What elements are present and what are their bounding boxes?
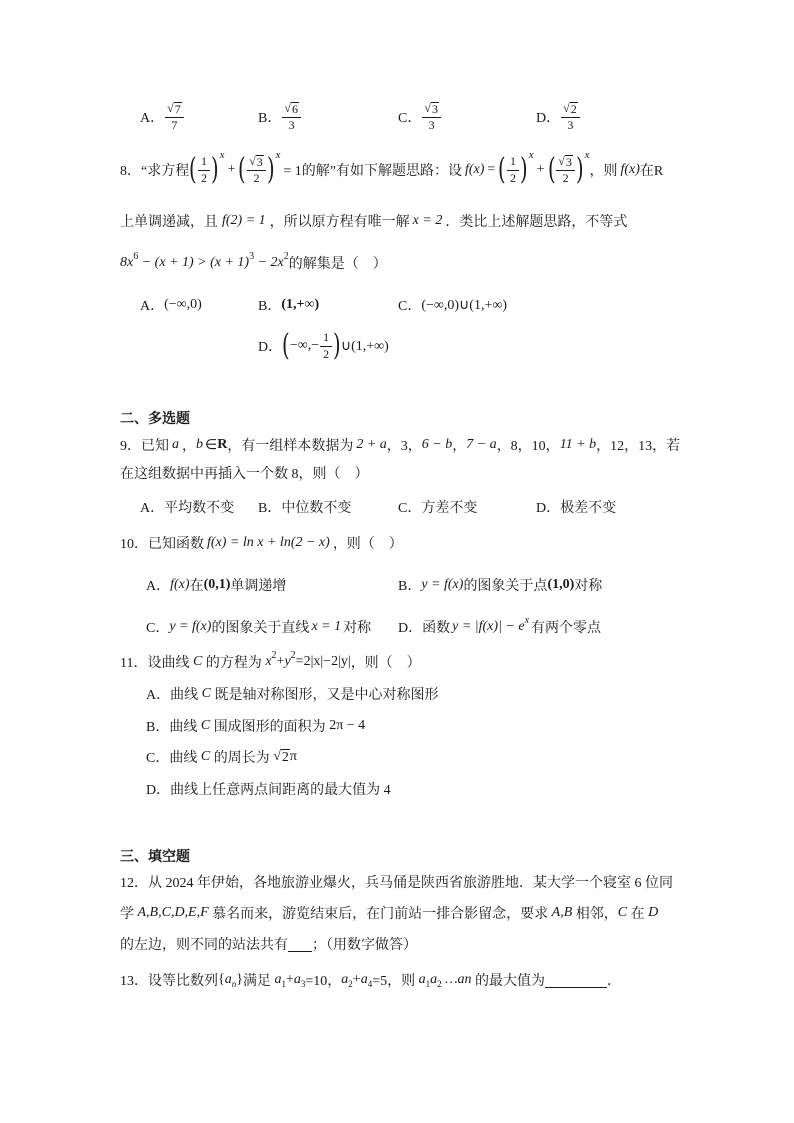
radicand: 3 (431, 101, 438, 116)
text: 在 (189, 579, 204, 594)
text: 13．设等比数列 (120, 974, 218, 989)
q11-option-b (146, 716, 365, 736)
math-expression: x = 1 (311, 619, 342, 634)
denominator: 7 (165, 117, 184, 133)
option-label: A． (140, 299, 165, 314)
denominator: 2 (556, 170, 575, 186)
fraction (422, 102, 441, 133)
right-paren: ) (520, 152, 528, 187)
text: ，有一组样本数据为 (227, 439, 354, 454)
right-paren: ) (333, 328, 341, 363)
q13-line (120, 970, 621, 990)
math-variable: x (265, 654, 272, 669)
math-expression: 8x (120, 255, 134, 270)
text: ，3， (386, 439, 422, 454)
math-expression: − (x + 1) > (x + 1) (138, 255, 250, 270)
plus-sign: + (285, 972, 294, 987)
exponent: 6 (133, 250, 139, 262)
math-expression: 6 − b (421, 437, 453, 452)
math-variable: a (224, 972, 232, 987)
math-expression: y = f(x) (421, 577, 464, 592)
radicand: 6 (291, 101, 298, 116)
q11-option-d: D．曲线上任意两点间距离的最大值为 4 (146, 783, 391, 798)
q7-option-d (536, 95, 581, 139)
exponent: 2 (283, 250, 289, 262)
radical-sign: √ (273, 749, 281, 765)
fraction (320, 331, 332, 362)
radicand: 3 (565, 154, 572, 169)
subscript: 1 (281, 979, 286, 989)
option-label: B． (258, 111, 282, 126)
math-text: =10， (305, 974, 342, 989)
radical-sign: √ (284, 100, 291, 115)
square-root (273, 749, 290, 765)
math-symbol: ∈ (205, 437, 218, 453)
radicand: 7 (174, 101, 181, 116)
radical-sign: √ (167, 100, 174, 115)
fraction (165, 102, 184, 133)
radical-sign: √ (558, 153, 565, 168)
exponent: 3 (249, 250, 255, 262)
left-paren: ( (498, 152, 506, 187)
text: 的解集是（ ） (288, 257, 387, 272)
q11-option-a (146, 684, 438, 704)
answer-blank (545, 973, 607, 988)
text: 上单调递减，且 (120, 215, 218, 230)
q9-option-c: C．方差不变 (398, 501, 478, 516)
q8-option-a (140, 295, 202, 315)
answer-blank (288, 937, 312, 952)
q8-line3 (120, 250, 387, 273)
text: B．曲线 (146, 720, 201, 735)
math-expression: 2π − 4 (329, 718, 366, 733)
radical-sign: √ (424, 100, 431, 115)
text: 的周长为 (210, 751, 274, 766)
q9-option-b: B．中位数不变 (258, 501, 352, 516)
section-heading-fill-in: 三、填空题 (120, 850, 190, 865)
left-paren: ( (547, 152, 556, 187)
q10-stem (120, 533, 403, 553)
text: ． (607, 974, 622, 989)
subscript: 1 (425, 979, 431, 989)
right-paren: ) (210, 152, 219, 187)
text: C．曲线 (146, 751, 201, 766)
numerator: 1 (323, 329, 330, 344)
math-variable: a (172, 437, 179, 452)
q12-line2 (120, 903, 658, 923)
text: 慕名而来，游览结束后，在门前站一排合影留念，要求 (208, 907, 552, 922)
text: 学 (120, 907, 138, 922)
exponent: x (584, 149, 590, 161)
interval: (1,+∞) (281, 297, 320, 312)
denominator: 3 (422, 117, 441, 133)
curve-name: C (200, 749, 211, 764)
math-expression: =2|x|−2|y| (295, 654, 351, 669)
math-variable: a (341, 972, 349, 987)
subscript: 3 (300, 979, 306, 989)
q10-option-a (146, 575, 286, 595)
q9-option-d: D．极差不变 (536, 501, 617, 516)
numerator (247, 155, 266, 170)
option-label: A． (140, 111, 165, 126)
function-fx: f(x) (464, 162, 485, 177)
exponent: x (275, 149, 281, 161)
subscript: n (231, 979, 237, 989)
math-variable: a (293, 972, 301, 987)
interval-part: −∞,− (289, 338, 320, 353)
q8-text-tail: 在R (639, 164, 664, 179)
q8-option-c (398, 295, 507, 315)
q7-option-b (258, 95, 302, 139)
text: 既是轴对称图形，又是中心对称图形 (210, 688, 439, 703)
numerator (556, 155, 575, 170)
exponent: x (219, 149, 225, 161)
subscript: 4 (367, 979, 373, 989)
exponent: 2 (290, 649, 296, 661)
subscript: 2 (437, 979, 442, 989)
math-point: (1,0) (547, 577, 575, 592)
denominator: 3 (561, 117, 580, 133)
subscript: 2 (348, 979, 353, 989)
plus-sign: + (227, 162, 236, 177)
text: 满足 (242, 974, 275, 989)
numerator (165, 102, 184, 117)
q8-line1 (120, 148, 663, 192)
math-variable: a (360, 972, 368, 987)
q8-line2 (120, 211, 627, 231)
text: A．曲线 (146, 688, 202, 703)
math-letters: A,B,C,D,E,F (137, 905, 209, 920)
text: 的左边，则不同的站法共有 (120, 938, 288, 953)
math-expression: f(x) = ln x + ln(2 − x) (207, 535, 330, 550)
left-brace: { (218, 972, 225, 987)
text: ， (182, 439, 196, 454)
q9-option-a: A．平均数不变 (140, 501, 235, 516)
right-paren: ) (266, 152, 275, 187)
interval: (−∞,0)∪(1,+∞) (421, 297, 507, 313)
numerator (282, 102, 301, 117)
math-expression: y = f(x) (169, 619, 212, 634)
text: ，则（ ） (350, 656, 421, 671)
q7-option-a (140, 95, 185, 139)
math-interval: (0,1) (203, 577, 231, 592)
radicand: 3 (256, 154, 263, 169)
radical-sign: √ (563, 100, 570, 115)
math-expression: x = 2 (412, 213, 443, 228)
option-label: A． (146, 579, 171, 594)
function-fx: f(x) (620, 162, 640, 177)
radicand: 2 (281, 749, 289, 765)
numerator (422, 102, 441, 117)
denominator: 2 (320, 346, 332, 362)
numerator (561, 102, 580, 117)
fraction (561, 102, 580, 133)
text: ，则（ ） (332, 537, 403, 552)
q8-option-d (258, 324, 389, 368)
plus-sign: + (276, 654, 285, 669)
text: 的图象关于点 (463, 579, 548, 594)
text: ．类比上述解题思路，不等式 (445, 215, 628, 230)
curve-name: C (201, 686, 211, 701)
radicand: 2 (570, 101, 577, 116)
q8-text-mid: = 1的解”有如下解题思路：设 (283, 164, 462, 179)
fraction (507, 155, 519, 186)
left-paren: ( (189, 152, 197, 187)
math-expression: f(2) = 1 (222, 213, 266, 228)
text: 相邻， (572, 907, 618, 922)
text: 在 (627, 907, 649, 922)
text: 10．已知函数 (120, 537, 204, 552)
math-text: =5，则 (372, 974, 419, 989)
text: 围成图形的面积为 (210, 720, 330, 735)
text: 对称 (343, 621, 372, 636)
q11-option-c (146, 747, 297, 767)
math-variable: a (430, 972, 438, 987)
pi-symbol: π (289, 749, 297, 764)
right-paren: ) (575, 152, 584, 187)
q12-line3 (120, 934, 417, 954)
text: ， (452, 439, 467, 454)
interval-part: ∪(1,+∞) (340, 338, 389, 354)
fraction (282, 102, 301, 133)
math-variable: a (418, 972, 426, 987)
option-label: C． (146, 621, 170, 636)
numerator: 1 (510, 153, 517, 168)
text: 的图象关于直线 (211, 621, 310, 636)
text: 11．设曲线 (120, 656, 193, 671)
option-label: D．函数 (398, 621, 451, 636)
math-variable: a (274, 972, 282, 987)
option-label: B． (258, 299, 282, 314)
q7-option-c (398, 95, 442, 139)
math-expression: − 2x (254, 255, 284, 270)
interval: (−∞,0) (164, 297, 202, 312)
text: 的方程为 (202, 656, 266, 671)
q10-option-b (398, 575, 602, 595)
q9-line1 (120, 435, 680, 455)
left-paren: ( (238, 152, 247, 187)
option-label: B． (398, 579, 422, 594)
math-variable: b (196, 437, 203, 452)
denominator: 3 (282, 117, 301, 133)
q8-text-then: ，则 (589, 164, 618, 179)
math-letter: D (648, 905, 659, 920)
text: 的最大值为 (471, 974, 546, 989)
text: ，所以原方程有唯一解 (269, 215, 410, 230)
text: ，8，10， (496, 439, 560, 454)
math-letters: A,B (551, 905, 573, 920)
q12-line1: 12．从 2024 年伊始，各地旅游业爆火，兵马俑是陕西省旅游胜地．某大学一个寝室 6 位同 (120, 876, 673, 891)
text: 对称 (574, 579, 603, 594)
option-label: C． (398, 299, 422, 314)
denominator: 2 (247, 170, 266, 186)
math-set: R (217, 437, 228, 452)
math-expression: 2 + a (356, 437, 387, 452)
math-variable: y (284, 654, 291, 669)
fraction (556, 155, 575, 186)
text: 有两个零点 (531, 621, 602, 636)
equals-sign: = (487, 162, 496, 177)
math-expression: y = |f(x)| − e (452, 619, 525, 634)
fraction (198, 155, 210, 186)
denominator: 2 (198, 170, 210, 186)
numerator: 1 (200, 153, 207, 168)
right-brace: } (236, 972, 243, 987)
text: ，12，13，若 (596, 439, 681, 454)
plus-sign: + (352, 972, 361, 987)
curve-name: C (200, 718, 211, 733)
radical-sign: √ (249, 153, 256, 168)
q10-option-d (398, 614, 602, 637)
math-letter: C (617, 905, 628, 920)
q9-line2: 在这组数据中再插入一个数 8，则（ ） (120, 467, 369, 482)
section-heading-multiple-choice: 二、多选题 (120, 412, 190, 427)
math-expression: 11 + b (559, 437, 597, 452)
exponent: x (524, 614, 530, 626)
exponent: x (528, 149, 534, 161)
math-expression: f(x) (170, 577, 190, 592)
math-expression: 7 − a (466, 437, 497, 452)
text: 9．已知 (120, 439, 169, 454)
denominator: 2 (507, 170, 519, 186)
q8-option-b (258, 295, 319, 315)
curve-name: C (192, 654, 203, 669)
option-label: D． (536, 111, 561, 126)
option-label: C． (398, 111, 422, 126)
fraction (247, 155, 266, 186)
plus-sign: + (536, 162, 545, 177)
q10-option-c (146, 617, 371, 637)
text: 单调递增 (230, 579, 287, 594)
text: ；（用数字做答） (312, 938, 417, 953)
option-label: D． (258, 340, 283, 355)
q8-intro: 8．“求方程 (120, 164, 190, 179)
left-paren: ( (282, 328, 290, 363)
exponent: 2 (271, 649, 277, 661)
q11-stem (120, 649, 421, 672)
math-text: …an (441, 972, 472, 987)
